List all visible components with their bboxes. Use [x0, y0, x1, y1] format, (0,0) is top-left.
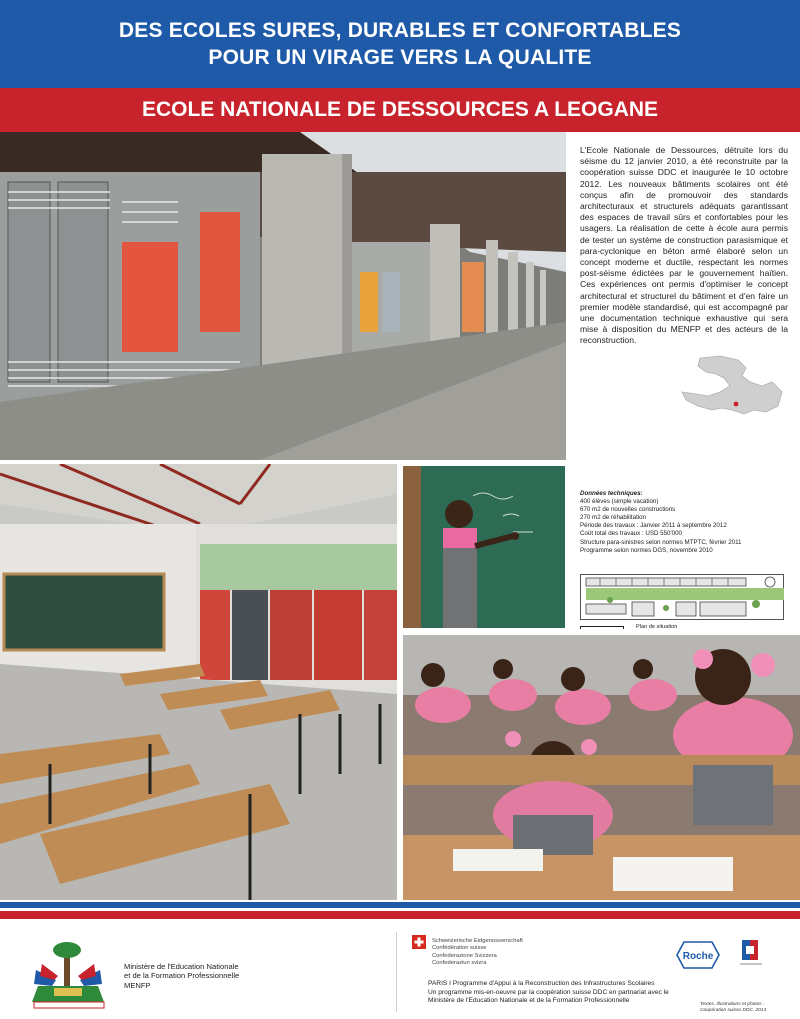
program-line-2: Un programme mis-en-oeuvre par la coopération suisse DDC en partnariat avec le — [428, 988, 669, 996]
credits-line-2: Coopération suisse DDC, 2013 — [700, 1008, 767, 1013]
roche-label: Roche — [682, 951, 714, 962]
haiti-coat-of-arms — [28, 940, 110, 1012]
stripe-red — [0, 911, 800, 919]
site-plan — [580, 574, 784, 620]
technical-line: 670 m2 de nouvelles constructions — [580, 506, 676, 514]
haiti-location-map — [676, 352, 788, 424]
title-line-2: POUR UN VIRAGE VERS LA QUALITE — [208, 46, 592, 69]
technical-line: Coût total des travaux : USD 550'000 — [580, 530, 682, 538]
ministry-line-1: Ministère de l'Education Nationale — [124, 962, 239, 971]
intro-paragraph: L'Ecole Nationale de Dessources, détruite lors du séisme du 12 janvier 2010, a été reconstruite par la coopération suisse DDC et inaugurée le 10 octobre 2012. Les nouveaux bâtiments scolaires ont été conçus afin de promouvoir des standards architecturaux et structurels adéquats garantissant des espaces de travail sûrs et confortables pour les usagers. La réalisation de cette à école aura permis de tester un système de construction parasismique et para-cyclonique en béton armé élaboré selon un concept moderne et ductile, respectant les normes post-séisme édictées par le gouvernement haïtien. Ces expériences ont permis d'optimiser le concept architectural et structurel du bâtiment et d'en faire un premier modèle standardisé, qui est accompagné par une documentation technique exhaustive qui sera mise à disposition du MENFP et des acteurs de la reconstruction. — [580, 145, 788, 346]
scale-bar — [580, 626, 624, 629]
credits-line-1: Textes, illustrations et photos : — [700, 1002, 765, 1007]
partner-emblem — [740, 938, 762, 973]
swiss-line: Schweizerische Eidgenossenschaft — [432, 938, 523, 944]
swiss-line: Confederazione Svizzera — [432, 952, 497, 959]
swiss-confederation-text — [432, 938, 523, 968]
page-subtitle: ECOLE NATIONALE DE DESSOURCES A LEOGANE — [141, 98, 659, 121]
program-description — [428, 980, 669, 1006]
classroom-photo — [0, 464, 397, 900]
plan-caption: Plan de situation — [636, 624, 678, 630]
credits — [700, 1002, 766, 1014]
program-line-3: Ministère de l'Education Nationale et de la Formation Professionnelle — [428, 997, 630, 1005]
ministry-line-3: MENFP — [124, 980, 151, 990]
technical-data — [580, 490, 790, 555]
technical-data-title: Données techniques: — [580, 490, 643, 497]
technical-line: Programme selon normes DGS, novembre 2010 — [580, 546, 713, 554]
leogane-marker — [734, 402, 739, 407]
technical-line: 270 m2 de réhabilitation — [580, 514, 647, 522]
program-line-1: PARIS I Programme d'Appui à la Reconstruction des Infrastructures Scolaires — [428, 980, 655, 987]
ministry-line-2: et de la Formation Professionnelle — [124, 971, 240, 981]
flag-stripes — [0, 902, 800, 920]
technical-line: 400 élèves (simple vacation) — [580, 498, 659, 506]
swiss-line: Confédération suisse — [432, 945, 487, 952]
students-photo — [403, 635, 800, 900]
footer-divider — [396, 932, 397, 1012]
roche-logo — [676, 941, 720, 974]
swiss-line: Confederaziun svizra — [432, 960, 487, 967]
corridor-photo — [0, 132, 566, 460]
technical-line: Période des travaux : Janvier 2011 à septembre 2012 — [580, 522, 727, 530]
technical-line: Structure para-sinistres selon normes MTPTC, février 2011 — [580, 538, 742, 546]
title-line-1: DES ECOLES SURES, DURABLES ET CONFORTABLES — [118, 19, 682, 42]
blackboard-photo — [403, 466, 565, 628]
page-title — [0, 17, 800, 71]
swiss-flag-icon — [412, 935, 426, 954]
ministry-name — [124, 962, 239, 990]
